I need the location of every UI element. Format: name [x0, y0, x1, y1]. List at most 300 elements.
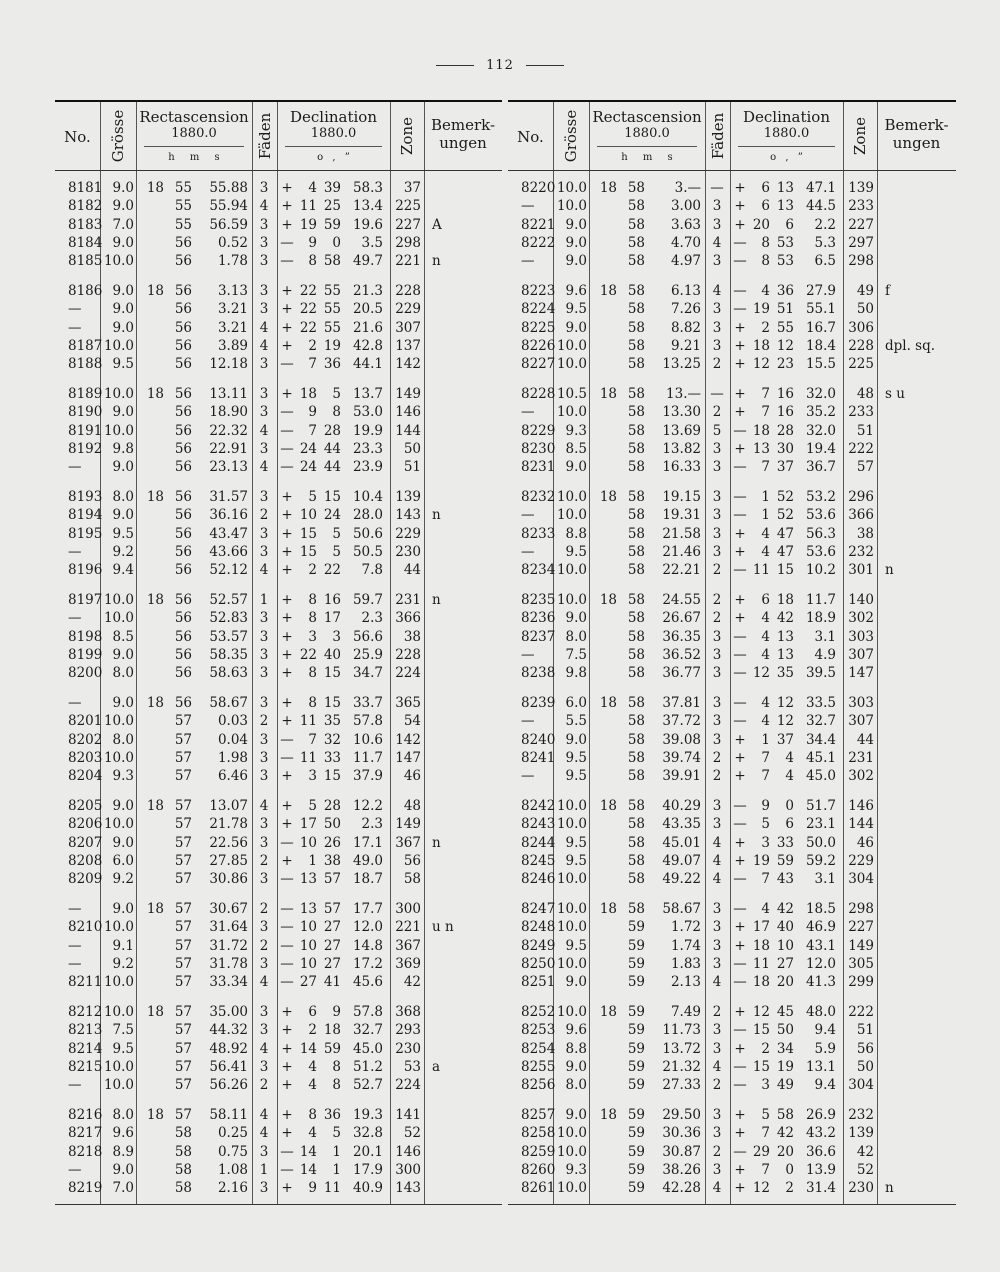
table-row — [55, 919, 502, 938]
table-row — [55, 1107, 502, 1126]
cell-m: 59 — [627, 1040, 645, 1057]
cell-s: 0.04 — [217, 731, 248, 748]
cell-zone: 224 — [395, 1077, 421, 1094]
cell-s: 3.13 — [217, 283, 248, 299]
table-row — [508, 253, 956, 272]
cell-sec: 14.8 — [352, 937, 383, 954]
cell-deg: 2 — [308, 1022, 317, 1039]
cell-gr: 8.8 — [565, 1040, 587, 1057]
cell-m: 58 — [627, 525, 645, 542]
cell-s: 49.22 — [662, 871, 701, 888]
cell-no: 8257 — [521, 1107, 556, 1123]
cell-min: 15 — [323, 695, 341, 711]
cell-s: 22.21 — [662, 562, 701, 579]
cell-deg: 8 — [308, 665, 317, 682]
cell-m: 58 — [627, 489, 645, 505]
cell-min: 6 — [785, 216, 794, 233]
cell-no: 8237 — [521, 628, 556, 645]
cell-h: 18 — [146, 1004, 164, 1020]
cell-s: 3.— — [674, 180, 701, 196]
cell-min: 38 — [323, 852, 341, 869]
table-row — [55, 404, 502, 423]
cell-zone: 51 — [856, 422, 874, 439]
cell-sign: — — [733, 974, 747, 991]
header-bemerk-line2: ungen — [892, 134, 941, 152]
cell-sec: 11.7 — [805, 592, 836, 608]
cell-no: 8219 — [68, 1180, 103, 1197]
cell-deg: 2 — [308, 562, 317, 579]
cell-fd: 1 — [259, 592, 269, 608]
cell-deg: 9 — [761, 798, 770, 814]
cell-s: 52.57 — [209, 592, 248, 608]
header-no-label: No. — [517, 128, 544, 146]
cell-zone: 300 — [395, 1161, 421, 1178]
cell-zone: 233 — [848, 404, 874, 421]
cell-no: 8198 — [68, 628, 103, 645]
cell-zone: 221 — [395, 919, 421, 936]
cell-sign: — — [280, 871, 294, 888]
cell-s: 30.87 — [662, 1143, 701, 1160]
cell-s: 4.70 — [670, 234, 701, 251]
cell-no: 8253 — [521, 1022, 556, 1039]
cell-sec: 9.4 — [814, 1022, 836, 1039]
cell-no: 8190 — [68, 404, 103, 421]
cell-deg: 13 — [752, 440, 770, 457]
cell-m: 56 — [174, 234, 192, 251]
cell-deg: 22 — [299, 283, 317, 299]
cell-m: 58 — [627, 356, 645, 373]
cell-no: 8213 — [68, 1022, 103, 1039]
table-row — [508, 1162, 956, 1181]
cell-m: 58 — [627, 386, 645, 402]
cell-no: 8182 — [68, 198, 103, 215]
cell-m: 56 — [174, 301, 192, 318]
cell-zone: 225 — [848, 356, 874, 373]
cell-fd: 3 — [259, 628, 269, 645]
cell-sign: + — [281, 1180, 293, 1197]
cell-deg: 7 — [761, 386, 770, 402]
cell-gr: 9.6 — [565, 283, 587, 299]
cell-fd: 3 — [712, 1022, 722, 1039]
cell-min: 44 — [323, 459, 341, 476]
cell-fd: 5 — [712, 422, 722, 439]
cell-sign: — — [280, 1161, 294, 1178]
cell-sign: + — [281, 592, 293, 608]
cell-zone: 144 — [848, 816, 874, 833]
cell-sec: 20.5 — [352, 301, 383, 318]
table-row — [508, 386, 956, 405]
cell-no: 8224 — [521, 301, 556, 318]
cell-no: — — [68, 319, 82, 336]
cell-h: 18 — [599, 489, 617, 505]
header-groesse — [553, 102, 589, 170]
cell-min: 45 — [776, 1004, 794, 1020]
cell-zone: 232 — [848, 543, 874, 560]
table-row — [508, 853, 956, 872]
cell-sign: — — [733, 301, 747, 318]
cell-sec: 17.2 — [352, 955, 383, 972]
cell-sec: 18.5 — [805, 901, 836, 917]
cell-no: — — [68, 955, 82, 972]
cell-gr: 10.0 — [556, 489, 587, 505]
cell-m: 57 — [174, 1107, 192, 1123]
table-row — [508, 198, 956, 217]
cell-gr: 10.0 — [556, 404, 587, 421]
cell-sign: — — [280, 974, 294, 991]
table-row — [55, 713, 502, 732]
cell-s: 0.52 — [217, 234, 248, 251]
table-row — [55, 1041, 502, 1060]
cell-h: 18 — [146, 180, 164, 196]
cell-deg: 8 — [761, 253, 770, 270]
cell-sec: 23.9 — [352, 459, 383, 476]
cell-gr: 9.5 — [565, 834, 587, 851]
table-row — [55, 750, 502, 769]
cell-h: 18 — [146, 695, 164, 711]
cell-zone: 227 — [848, 216, 874, 233]
cell-min: 17 — [323, 610, 341, 627]
cell-no: 8207 — [68, 834, 103, 851]
cell-fd: 4 — [259, 1040, 269, 1057]
cell-deg: 9 — [308, 404, 317, 421]
cell-m: 55 — [174, 198, 192, 215]
cell-s: 30.67 — [209, 901, 248, 917]
header-bemerkungen — [877, 102, 956, 170]
cell-deg: 7 — [761, 768, 770, 785]
cell-min: 9 — [332, 1004, 341, 1020]
cell-min: 36 — [323, 356, 341, 373]
cell-bem: n — [432, 592, 441, 608]
cell-deg: 3 — [308, 628, 317, 645]
table-row — [508, 1004, 956, 1023]
cell-min: 39 — [323, 180, 341, 196]
cell-deg: 27 — [299, 974, 317, 991]
cell-s: 38.26 — [662, 1161, 701, 1178]
cell-no: 8194 — [68, 507, 103, 524]
cell-zone: 230 — [395, 1040, 421, 1057]
table-row — [55, 1144, 502, 1163]
cell-fd: — — [710, 386, 724, 402]
table-row — [508, 320, 956, 339]
cell-sec: 53.6 — [805, 543, 836, 560]
cell-deg: 12 — [752, 1180, 770, 1197]
cell-fd: 3 — [712, 937, 722, 954]
cell-fd: 3 — [259, 301, 269, 318]
cell-fd: 3 — [712, 543, 722, 560]
cell-sign: + — [281, 1125, 293, 1142]
cell-sign: + — [734, 592, 746, 608]
cell-s: 29.50 — [662, 1107, 701, 1123]
cell-deg: 4 — [761, 628, 770, 645]
cell-sign: — — [733, 253, 747, 270]
cell-sec: 50.0 — [805, 834, 836, 851]
cell-gr: 8.9 — [112, 1143, 134, 1160]
cell-m: 57 — [174, 1022, 192, 1039]
cell-sign: + — [281, 543, 293, 560]
cell-s: 2.16 — [217, 1180, 248, 1197]
cell-min: 25 — [323, 198, 341, 215]
cell-sign: + — [281, 628, 293, 645]
cell-s: 0.75 — [217, 1143, 248, 1160]
cell-zone: 147 — [848, 665, 874, 682]
cell-m: 56 — [174, 695, 192, 711]
cell-min: 26 — [323, 834, 341, 851]
cell-min: 12 — [776, 713, 794, 730]
cell-no: 8251 — [521, 974, 556, 991]
cell-no: — — [68, 610, 82, 627]
cell-s: 39.91 — [662, 768, 701, 785]
cell-zone: 137 — [395, 337, 421, 354]
cell-sec: 28.0 — [352, 507, 383, 524]
cell-s: 58.11 — [209, 1107, 248, 1123]
cell-no: 8217 — [68, 1125, 103, 1142]
table-row — [508, 562, 956, 581]
cell-no: 8233 — [521, 525, 556, 542]
cell-min: 28 — [323, 422, 341, 439]
cell-sec: 12.0 — [805, 955, 836, 972]
cell-sign: — — [733, 1143, 747, 1160]
table-row — [508, 356, 956, 375]
cell-min: 16 — [776, 386, 794, 402]
cell-sign: — — [733, 665, 747, 682]
cell-min: 23 — [776, 356, 794, 373]
cell-sec: 19.3 — [352, 1107, 383, 1123]
cell-min: 51 — [776, 301, 794, 318]
cell-sec: 55.1 — [805, 301, 836, 318]
cell-sec: 50.5 — [352, 543, 383, 560]
table-row — [508, 338, 956, 357]
table-row — [55, 695, 502, 714]
cell-sec: 13.4 — [352, 198, 383, 215]
table-row — [55, 853, 502, 872]
cell-zone: 367 — [395, 937, 421, 954]
cell-gr: 9.5 — [565, 937, 587, 954]
cell-min: 0 — [785, 798, 794, 814]
cell-min: 13 — [776, 180, 794, 196]
cell-m: 58 — [627, 592, 645, 608]
cell-zone: 146 — [395, 1143, 421, 1160]
cell-deg: 14 — [299, 1161, 317, 1178]
cell-deg: 2 — [761, 319, 770, 336]
cell-sign: + — [734, 1125, 746, 1142]
cell-h: 18 — [146, 798, 164, 814]
cell-fd: 3 — [712, 489, 722, 505]
cell-fd: 2 — [712, 592, 722, 608]
cell-s: 0.25 — [217, 1125, 248, 1142]
cell-min: 0 — [332, 234, 341, 251]
table-row — [508, 835, 956, 854]
cell-sec: 51.2 — [352, 1058, 383, 1075]
cell-gr: 9.0 — [112, 319, 134, 336]
cell-s: 7.49 — [670, 1004, 701, 1020]
cell-bem: n — [432, 834, 441, 851]
cell-bem: s u — [885, 386, 905, 402]
cell-zone: 233 — [848, 198, 874, 215]
cell-zone: 307 — [848, 646, 874, 663]
cell-no: 8208 — [68, 852, 103, 869]
cell-no: 8231 — [521, 459, 556, 476]
cell-zone: 229 — [395, 301, 421, 318]
cell-m: 55 — [174, 180, 192, 196]
cell-gr: 10.0 — [103, 1077, 134, 1094]
cell-zone: 142 — [395, 356, 421, 373]
cell-gr: 9.5 — [565, 543, 587, 560]
cell-deg: 1 — [308, 852, 317, 869]
cell-sec: 53.0 — [352, 404, 383, 421]
table-row — [55, 938, 502, 957]
cell-h: 18 — [146, 901, 164, 917]
cell-no: 8235 — [521, 592, 556, 608]
cell-deg: 15 — [299, 543, 317, 560]
cell-gr: 9.3 — [565, 1161, 587, 1178]
cell-fd: 4 — [259, 1107, 269, 1123]
cell-no: 8240 — [521, 731, 556, 748]
cell-m: 58 — [627, 283, 645, 299]
table-row — [55, 1059, 502, 1078]
cell-no: 8189 — [68, 386, 103, 402]
cell-s: 19.31 — [662, 507, 701, 524]
cell-zone: 293 — [395, 1022, 421, 1039]
header-rect-units: h m s — [621, 152, 673, 163]
cell-deg: 4 — [761, 901, 770, 917]
cell-sign: — — [733, 1022, 747, 1039]
cell-fd: 4 — [712, 974, 722, 991]
cell-m: 57 — [174, 919, 192, 936]
cell-no: — — [68, 543, 82, 560]
cell-fd: 3 — [712, 1107, 722, 1123]
cell-zone: 230 — [848, 1180, 874, 1197]
cell-gr: 8.8 — [565, 525, 587, 542]
cell-s: 35.00 — [209, 1004, 248, 1020]
cell-fd: 4 — [259, 1125, 269, 1142]
table-row — [508, 1041, 956, 1060]
cell-no: 8209 — [68, 871, 103, 888]
cell-deg: 11 — [299, 749, 317, 766]
cell-s: 30.36 — [662, 1125, 701, 1142]
cell-sec: 58.3 — [352, 180, 383, 196]
cell-sign: — — [280, 404, 294, 421]
cell-zone: 225 — [395, 198, 421, 215]
cell-deg: 4 — [308, 1077, 317, 1094]
cell-fd: 3 — [712, 319, 722, 336]
cell-no: 8232 — [521, 489, 556, 505]
table-row — [55, 356, 502, 375]
cell-zone: 48 — [403, 798, 421, 814]
cell-gr: 10.0 — [556, 816, 587, 833]
cell-s: 40.29 — [662, 798, 701, 814]
cell-s: 27.33 — [662, 1077, 701, 1094]
cell-no: 8204 — [68, 768, 103, 785]
cell-sign: + — [734, 319, 746, 336]
cell-s: 56.41 — [209, 1058, 248, 1075]
cell-no: 8227 — [521, 356, 556, 373]
cell-sign: + — [734, 768, 746, 785]
cell-s: 52.12 — [209, 562, 248, 579]
cell-fd: 3 — [712, 901, 722, 917]
table-row — [55, 235, 502, 254]
table-row — [508, 798, 956, 817]
cell-sec: 37.9 — [352, 768, 383, 785]
cell-min: 27 — [776, 955, 794, 972]
table-row — [55, 1125, 502, 1144]
header-zone-label: Zone — [851, 117, 869, 155]
cell-no: 8184 — [68, 234, 103, 251]
cell-no: 8210 — [68, 919, 103, 936]
cell-min: 40 — [776, 919, 794, 936]
cell-fd: 3 — [259, 695, 269, 711]
cell-no: — — [521, 404, 535, 421]
cell-sec: 45.0 — [352, 1040, 383, 1057]
cell-sec: 34.4 — [805, 731, 836, 748]
cell-h: 18 — [146, 283, 164, 299]
cell-sec: 57.8 — [352, 1004, 383, 1020]
header-bemerk-line2: ungen — [439, 134, 487, 152]
cell-m: 56 — [174, 319, 192, 336]
cell-sec: 40.9 — [352, 1180, 383, 1197]
cell-min: 43 — [776, 871, 794, 888]
cell-zone: 38 — [856, 525, 874, 542]
cell-fd: 3 — [259, 440, 269, 457]
cell-zone: 51 — [856, 1022, 874, 1039]
cell-zone: 146 — [848, 798, 874, 814]
cell-sec: 50.6 — [352, 525, 383, 542]
cell-s: 31.57 — [209, 489, 248, 505]
table-row — [508, 816, 956, 835]
cell-min: 15 — [323, 489, 341, 505]
cell-s: 49.07 — [662, 852, 701, 869]
cell-sec: 21.3 — [352, 283, 383, 299]
table-row — [508, 1059, 956, 1078]
cell-s: 31.72 — [209, 937, 248, 954]
cell-s: 56.26 — [209, 1077, 248, 1094]
cell-m: 58 — [627, 337, 645, 354]
cell-sign: — — [733, 283, 747, 299]
cell-fd: 2 — [259, 937, 269, 954]
cell-sign: + — [734, 1107, 746, 1123]
cell-deg: 10 — [299, 507, 317, 524]
table-row — [508, 919, 956, 938]
cell-sign: — — [280, 1143, 294, 1160]
cell-deg: 3 — [308, 768, 317, 785]
header-no-label: No. — [64, 128, 91, 146]
cell-sign: — — [733, 1077, 747, 1094]
cell-gr: 8.0 — [112, 489, 134, 505]
cell-s: 58.63 — [209, 665, 248, 682]
cell-s: 43.35 — [662, 816, 701, 833]
cell-fd: 3 — [712, 440, 722, 457]
table-row — [508, 610, 956, 629]
cell-sec: 48.0 — [805, 1004, 836, 1020]
cell-sign: + — [734, 610, 746, 627]
table-row — [55, 1180, 502, 1199]
cell-m: 56 — [174, 253, 192, 270]
cell-gr: 9.0 — [565, 974, 587, 991]
cell-fd: 1 — [259, 1161, 269, 1178]
cell-no: 8185 — [68, 253, 103, 270]
cell-no: 8221 — [521, 216, 556, 233]
cell-m: 58 — [627, 198, 645, 215]
table-header — [508, 102, 956, 171]
cell-no: 8241 — [521, 749, 556, 766]
cell-m: 57 — [174, 731, 192, 748]
cell-sec: 32.7 — [805, 713, 836, 730]
cell-sec: 27.9 — [805, 283, 836, 299]
cell-bem: n — [432, 507, 441, 524]
cell-min: 2 — [785, 1180, 794, 1197]
cell-sign: + — [281, 665, 293, 682]
cell-deg: 9 — [308, 1180, 317, 1197]
table-row — [508, 1107, 956, 1126]
